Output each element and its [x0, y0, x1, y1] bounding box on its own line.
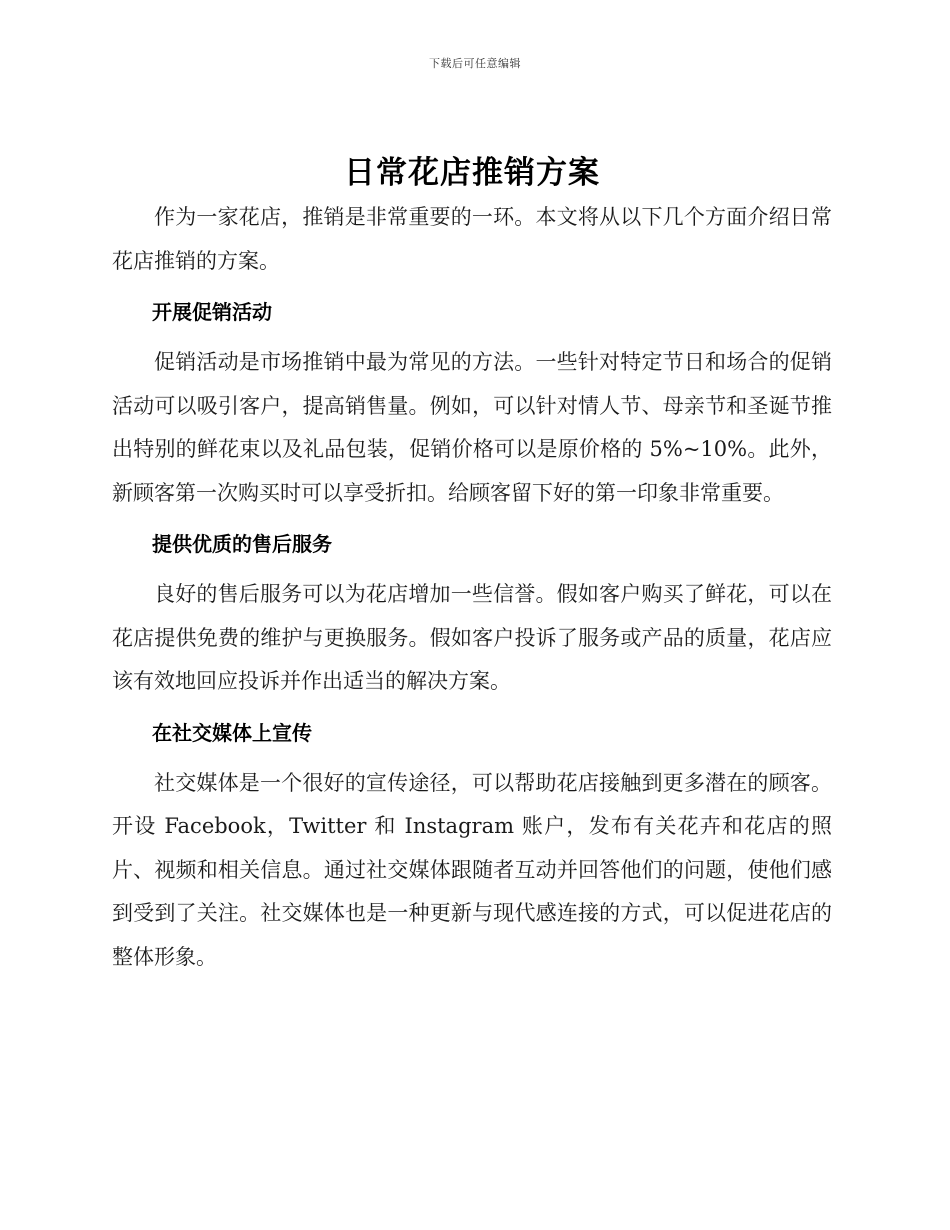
section-heading-promotions: 开展促销活动 [152, 300, 272, 324]
section-heading-after-sales: 提供优质的售后服务 [152, 532, 332, 556]
intro-paragraph: 作为一家花店，推销是非常重要的一环。本文将从以下几个方面介绍日常花店推销的方案。 [112, 205, 832, 273]
section-body-promotions: 促销活动是市场推销中最为常见的方法。一些针对特定节日和场合的促销活动可以吸引客户，提高销售量。例如，可以针对情人节、母亲节和圣诞节推出特别的鲜花束以及礼品包装，促销价格可以是原价格的 5%~10%。此外，新顾客第一次购买时可以享受折扣。给顾客留下好的第一印象非常重要。 [112, 350, 832, 505]
section-heading-social-media: 在社交媒体上宣传 [152, 720, 312, 745]
document-body [112, 150, 832, 979]
section-body-after-sales: 良好的售后服务可以为花店增加一些信誉。假如客户购买了鲜花，可以在花店提供免费的维护与更换服务。假如客户投诉了服务或产品的质量，花店应该有效地回应投诉并作出适当的解决方案。 [112, 582, 832, 693]
section-body-social-media: 社交媒体是一个很好的宣传途径，可以帮助花店接触到更多潜在的顾客。开设 Facebook，Twitter 和 Instagram 账户，发布有关花卉和花店的照片、视频和相关信息。通过社交媒体跟随者互动并回答他们的问题，使他们感到受到了关注。社交媒体也是一种更新与现代感连接的方式，可以促进花店的整体形象。 [112, 770, 832, 969]
document-title: 日常花店推销方案 [344, 155, 600, 191]
header-note: 下载后可任意编辑 [429, 57, 521, 70]
